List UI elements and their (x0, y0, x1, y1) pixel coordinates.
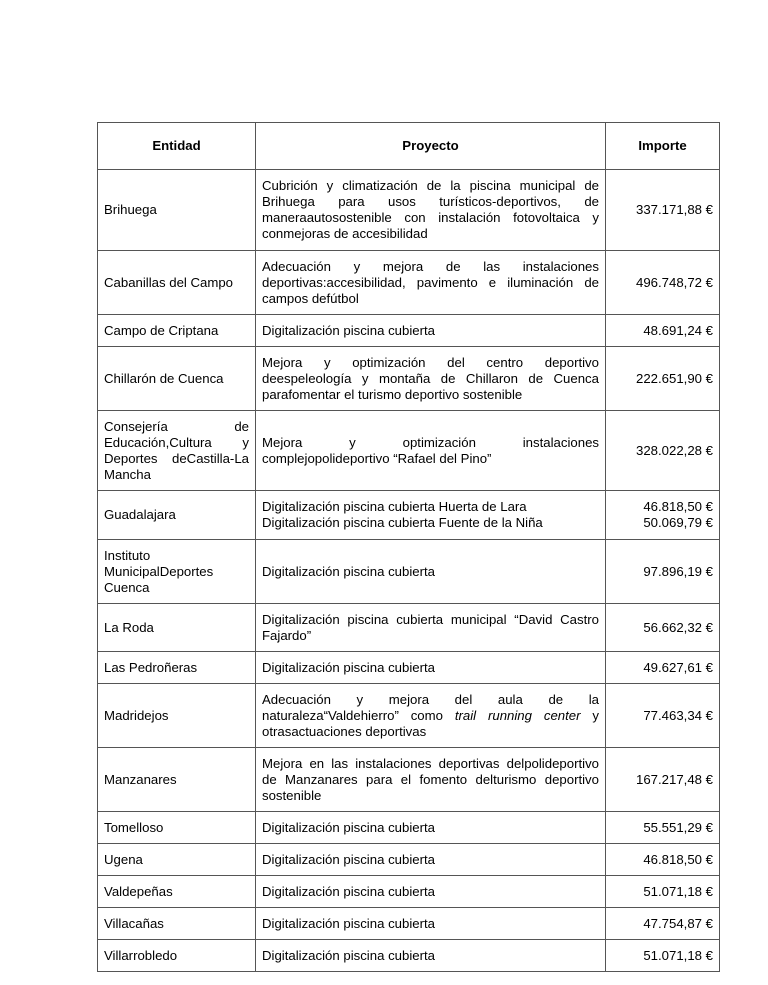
importe-cell: 51.071,18 € (606, 876, 720, 908)
proyecto-cell: Digitalización piscina cubierta (256, 540, 606, 604)
proyecto-cell: Digitalización piscina cubierta (256, 844, 606, 876)
header-entidad: Entidad (98, 123, 256, 170)
importe-cell: 51.071,18 € (606, 940, 720, 972)
proyecto-cell (256, 491, 606, 540)
table-row (98, 652, 720, 684)
proyecto-cell (256, 684, 606, 748)
entidad-cell: Consejería de Educación,Cultura y Deportes deCastilla-La Mancha (98, 411, 256, 491)
importe-line: 50.069,79 € (643, 515, 713, 530)
importe-cell: 337.171,88 € (606, 170, 720, 251)
importe-cell (606, 491, 720, 540)
table-row (98, 812, 720, 844)
importe-cell: 47.754,87 € (606, 908, 720, 940)
proyecto-cell: Digitalización piscina cubierta (256, 908, 606, 940)
entidad-cell: Villacañas (98, 908, 256, 940)
importe-cell: 97.896,19 € (606, 540, 720, 604)
proyecto-cell: Digitalización piscina cubierta (256, 876, 606, 908)
proyecto-line: Digitalización piscina cubierta Huerta de Lara (262, 499, 527, 514)
table-row (98, 604, 720, 652)
table-row (98, 748, 720, 812)
table-row (98, 170, 720, 251)
table-row (98, 411, 720, 491)
importe-cell: 167.217,48 € (606, 748, 720, 812)
importe-line: 46.818,50 € (643, 499, 713, 514)
header-proyecto: Proyecto (256, 123, 606, 170)
proyecto-text: Adecuación y mejora del aula de la naturaleza“Valdehierro” como (262, 691, 599, 723)
proyecto-cell: Digitalización piscina cubierta (256, 315, 606, 347)
entidad-cell: Las Pedroñeras (98, 652, 256, 684)
entidad-cell: Guadalajara (98, 491, 256, 540)
entidad-cell: Valdepeñas (98, 876, 256, 908)
importe-cell: 56.662,32 € (606, 604, 720, 652)
table-row (98, 876, 720, 908)
proyecto-cell: Digitalización piscina cubierta municipal “David Castro Fajardo” (256, 604, 606, 652)
table-row (98, 315, 720, 347)
table-row (98, 347, 720, 411)
importe-cell: 222.651,90 € (606, 347, 720, 411)
table-row (98, 844, 720, 876)
entidad-cell: Ugena (98, 844, 256, 876)
table-row (98, 251, 720, 315)
entidad-cell: Cabanillas del Campo (98, 251, 256, 315)
proyecto-cell: Mejora en las instalaciones deportivas delpolideportivo de Manzanares para el fomento delturismo deportivo sostenible (256, 748, 606, 812)
entidad-cell: Villarrobledo (98, 940, 256, 972)
importe-cell: 48.691,24 € (606, 315, 720, 347)
proyecto-cell: Mejora y optimización instalaciones complejopolideportivo “Rafael del Pino” (256, 411, 606, 491)
table-row (98, 908, 720, 940)
entidad-cell: Instituto MunicipalDeportes Cuenca (98, 540, 256, 604)
proyecto-text: y otrasactuaciones deportivas (262, 707, 599, 739)
importe-cell: 46.818,50 € (606, 844, 720, 876)
importe-cell: 328.022,28 € (606, 411, 720, 491)
table-row (98, 940, 720, 972)
entidad-cell: Campo de Criptana (98, 315, 256, 347)
entidad-cell: Madridejos (98, 684, 256, 748)
table-row (98, 540, 720, 604)
importe-cell: 49.627,61 € (606, 652, 720, 684)
proyecto-cell: Cubrición y climatización de la piscina municipal de Brihuega para usos turísticos-deportivos, de maneraautosostenible con instalación fotovoltaica y conmejoras de accesibilidad (256, 170, 606, 251)
entidad-cell: Tomelloso (98, 812, 256, 844)
header-importe: Importe (606, 123, 720, 170)
proyecto-emphasis: trail running center (454, 707, 581, 723)
header-row (98, 123, 720, 170)
proyecto-cell: Adecuación y mejora de las instalaciones deportivas:accesibilidad, pavimento e iluminación de campos defútbol (256, 251, 606, 315)
importe-cell: 77.463,34 € (606, 684, 720, 748)
proyecto-line: Digitalización piscina cubierta Fuente de la Niña (262, 515, 543, 530)
proyecto-cell: Mejora y optimización del centro deportivo deespeleología y montaña de Chillaron de Cuenca parafomentar el turismo deportivo sostenible (256, 347, 606, 411)
grants-table (97, 122, 720, 972)
importe-cell: 55.551,29 € (606, 812, 720, 844)
table-row (98, 684, 720, 748)
proyecto-cell: Digitalización piscina cubierta (256, 652, 606, 684)
entidad-cell: La Roda (98, 604, 256, 652)
entidad-cell: Chillarón de Cuenca (98, 347, 256, 411)
entidad-cell: Manzanares (98, 748, 256, 812)
table-row (98, 491, 720, 540)
importe-cell: 496.748,72 € (606, 251, 720, 315)
proyecto-cell: Digitalización piscina cubierta (256, 940, 606, 972)
proyecto-cell: Digitalización piscina cubierta (256, 812, 606, 844)
entidad-cell: Brihuega (98, 170, 256, 251)
